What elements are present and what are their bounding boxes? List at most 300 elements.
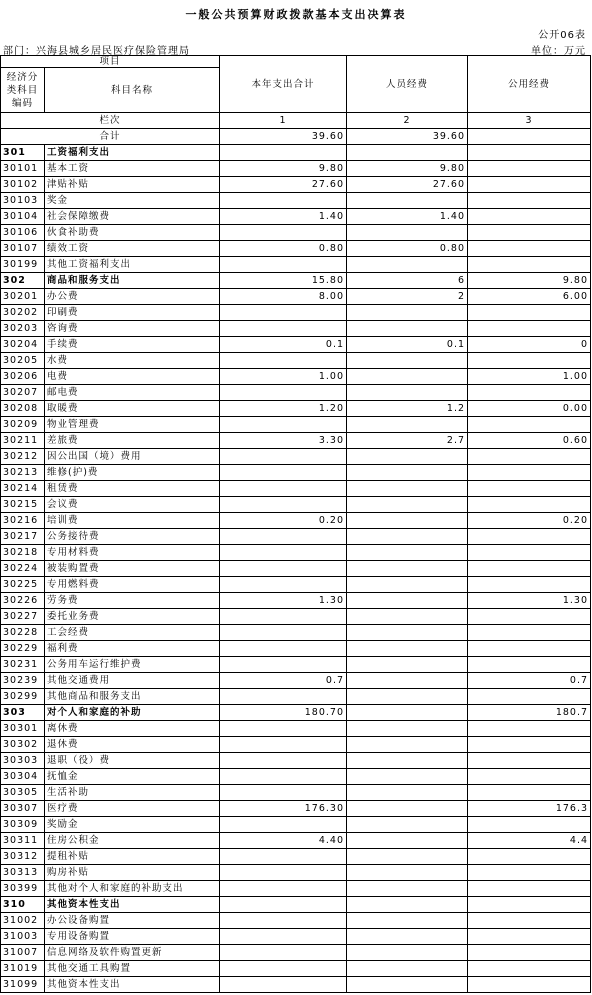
name-cell: 维修(护)费 bbox=[45, 465, 220, 481]
public-cell bbox=[468, 545, 591, 561]
public-cell: 0.00 bbox=[468, 401, 591, 417]
name-cell: 印刷费 bbox=[45, 305, 220, 321]
personnel-cell bbox=[347, 897, 468, 913]
total-cell bbox=[220, 561, 347, 577]
code-cell: 30399 bbox=[1, 881, 45, 897]
code-cell: 303 bbox=[1, 705, 45, 721]
public-cell bbox=[468, 417, 591, 433]
name-cell: 委托业务费 bbox=[45, 609, 220, 625]
name-cell: 抚恤金 bbox=[45, 769, 220, 785]
department-label: 部门：兴海县城乡居民医疗保险管理局 bbox=[3, 46, 190, 57]
personnel-cell bbox=[347, 945, 468, 961]
table-row bbox=[1, 657, 591, 673]
personnel-cell: 1.2 bbox=[347, 401, 468, 417]
total-cell bbox=[220, 929, 347, 945]
total-cell: 180.70 bbox=[220, 705, 347, 721]
code-cell: 30102 bbox=[1, 177, 45, 193]
name-header: 科目名称 bbox=[45, 68, 220, 113]
table-row bbox=[1, 737, 591, 753]
personnel-cell: 27.60 bbox=[347, 177, 468, 193]
public-cell bbox=[468, 257, 591, 273]
public-cell bbox=[468, 769, 591, 785]
name-cell: 取暖费 bbox=[45, 401, 220, 417]
personnel-cell bbox=[347, 785, 468, 801]
name-cell: 津贴补贴 bbox=[45, 177, 220, 193]
name-cell: 其他交通工具购置 bbox=[45, 961, 220, 977]
table-row bbox=[1, 865, 591, 881]
public-cell: 1.30 bbox=[468, 593, 591, 609]
public-header: 公用经费 bbox=[468, 56, 591, 113]
personnel-cell bbox=[347, 417, 468, 433]
public-cell: 1.00 bbox=[468, 369, 591, 385]
index-3: 3 bbox=[468, 113, 591, 129]
code-cell: 30208 bbox=[1, 401, 45, 417]
table-row bbox=[1, 465, 591, 481]
total-cell bbox=[220, 385, 347, 401]
code-cell: 30214 bbox=[1, 481, 45, 497]
code-cell: 30226 bbox=[1, 593, 45, 609]
total-cell: 8.00 bbox=[220, 289, 347, 305]
unit-label: 单位：万元 bbox=[531, 46, 586, 57]
public-cell bbox=[468, 305, 591, 321]
total-cell bbox=[220, 625, 347, 641]
name-cell: 退休费 bbox=[45, 737, 220, 753]
public-cell bbox=[468, 161, 591, 177]
table-row bbox=[1, 753, 591, 769]
table-row bbox=[1, 433, 591, 449]
public-cell bbox=[468, 641, 591, 657]
code-cell: 30101 bbox=[1, 161, 45, 177]
public-cell: 176.3 bbox=[468, 801, 591, 817]
code-cell: 30206 bbox=[1, 369, 45, 385]
name-cell: 劳务费 bbox=[45, 593, 220, 609]
total-cell bbox=[220, 897, 347, 913]
sum-label: 合计 bbox=[1, 129, 220, 145]
name-cell: 商品和服务支出 bbox=[45, 273, 220, 289]
total-cell bbox=[220, 577, 347, 593]
public-cell: 0.7 bbox=[468, 673, 591, 689]
personnel-cell: 0.1 bbox=[347, 337, 468, 353]
personnel-cell bbox=[347, 385, 468, 401]
name-cell: 物业管理费 bbox=[45, 417, 220, 433]
personnel-cell bbox=[347, 625, 468, 641]
public-cell: 0.60 bbox=[468, 433, 591, 449]
name-cell: 奖励金 bbox=[45, 817, 220, 833]
public-cell bbox=[468, 849, 591, 865]
name-cell: 其他商品和服务支出 bbox=[45, 689, 220, 705]
table-row bbox=[1, 497, 591, 513]
table-row bbox=[1, 833, 591, 849]
code-cell: 30205 bbox=[1, 353, 45, 369]
personnel-cell bbox=[347, 369, 468, 385]
public-cell bbox=[468, 785, 591, 801]
total-cell: 0.20 bbox=[220, 513, 347, 529]
personnel-cell bbox=[347, 657, 468, 673]
table-row bbox=[1, 897, 591, 913]
table-row bbox=[1, 817, 591, 833]
total-cell bbox=[220, 641, 347, 657]
table-row bbox=[1, 257, 591, 273]
name-cell: 培训费 bbox=[45, 513, 220, 529]
personnel-cell bbox=[347, 705, 468, 721]
total-cell: 0.7 bbox=[220, 673, 347, 689]
table-row bbox=[1, 545, 591, 561]
personnel-cell bbox=[347, 961, 468, 977]
code-cell: 30104 bbox=[1, 209, 45, 225]
table-row bbox=[1, 961, 591, 977]
total-cell bbox=[220, 913, 347, 929]
public-cell bbox=[468, 817, 591, 833]
total-cell bbox=[220, 881, 347, 897]
name-cell: 公务用车运行维护费 bbox=[45, 657, 220, 673]
name-cell: 咨询费 bbox=[45, 321, 220, 337]
name-cell: 其他对个人和家庭的补助支出 bbox=[45, 881, 220, 897]
table-row bbox=[1, 689, 591, 705]
code-cell: 30211 bbox=[1, 433, 45, 449]
table-row bbox=[1, 289, 591, 305]
personnel-cell bbox=[347, 593, 468, 609]
table-row bbox=[1, 673, 591, 689]
table-row bbox=[1, 321, 591, 337]
table-row bbox=[1, 609, 591, 625]
code-cell: 30228 bbox=[1, 625, 45, 641]
name-cell: 办公费 bbox=[45, 289, 220, 305]
code-cell: 30229 bbox=[1, 641, 45, 657]
name-cell: 公务接待费 bbox=[45, 529, 220, 545]
total-cell: 1.40 bbox=[220, 209, 347, 225]
total-cell: 1.30 bbox=[220, 593, 347, 609]
code-cell: 30209 bbox=[1, 417, 45, 433]
name-cell: 专用燃料费 bbox=[45, 577, 220, 593]
code-cell: 30213 bbox=[1, 465, 45, 481]
code-cell: 30215 bbox=[1, 497, 45, 513]
code-cell: 30207 bbox=[1, 385, 45, 401]
table-row bbox=[1, 801, 591, 817]
name-cell: 工资福利支出 bbox=[45, 145, 220, 161]
personnel-cell: 0.80 bbox=[347, 241, 468, 257]
total-cell bbox=[220, 689, 347, 705]
table-row bbox=[1, 417, 591, 433]
total-cell bbox=[220, 353, 347, 369]
code-cell: 30224 bbox=[1, 561, 45, 577]
name-cell: 社会保障缴费 bbox=[45, 209, 220, 225]
public-cell bbox=[468, 657, 591, 673]
public-cell bbox=[468, 865, 591, 881]
public-cell: 9.80 bbox=[468, 273, 591, 289]
code-header: 经济分类科目编码 bbox=[1, 68, 45, 113]
table-row bbox=[1, 305, 591, 321]
report-title: 一般公共预算财政拨款基本支出决算表 bbox=[185, 8, 407, 21]
name-cell: 信息网络及软件购置更新 bbox=[45, 945, 220, 961]
personnel-cell bbox=[347, 145, 468, 161]
public-cell bbox=[468, 689, 591, 705]
index-1: 1 bbox=[220, 113, 347, 129]
personnel-cell bbox=[347, 641, 468, 657]
public-cell bbox=[468, 561, 591, 577]
personnel-cell bbox=[347, 465, 468, 481]
total-cell: 0.80 bbox=[220, 241, 347, 257]
total-cell bbox=[220, 497, 347, 513]
code-cell: 30301 bbox=[1, 721, 45, 737]
personnel-cell: 6 bbox=[347, 273, 468, 289]
code-cell: 30106 bbox=[1, 225, 45, 241]
name-cell: 工会经费 bbox=[45, 625, 220, 641]
personnel-cell bbox=[347, 913, 468, 929]
table-row bbox=[1, 849, 591, 865]
total-cell bbox=[220, 417, 347, 433]
personnel-cell bbox=[347, 225, 468, 241]
expenditure-table bbox=[0, 55, 591, 993]
personnel-cell bbox=[347, 753, 468, 769]
index-2: 2 bbox=[347, 113, 468, 129]
public-cell bbox=[468, 145, 591, 161]
code-cell: 30313 bbox=[1, 865, 45, 881]
table-row bbox=[1, 881, 591, 897]
total-cell: 176.30 bbox=[220, 801, 347, 817]
code-cell: 31003 bbox=[1, 929, 45, 945]
table-row bbox=[1, 913, 591, 929]
personnel-cell bbox=[347, 817, 468, 833]
public-cell bbox=[468, 609, 591, 625]
personnel-cell bbox=[347, 561, 468, 577]
name-cell: 购房补贴 bbox=[45, 865, 220, 881]
form-number: 公开06表 bbox=[538, 30, 586, 41]
name-cell: 差旅费 bbox=[45, 433, 220, 449]
public-cell bbox=[468, 529, 591, 545]
table-row bbox=[1, 561, 591, 577]
total-cell bbox=[220, 737, 347, 753]
table-row bbox=[1, 177, 591, 193]
personnel-cell bbox=[347, 577, 468, 593]
personnel-cell: 2 bbox=[347, 289, 468, 305]
table-row bbox=[1, 769, 591, 785]
table-row bbox=[1, 945, 591, 961]
table-row bbox=[1, 577, 591, 593]
code-cell: 30103 bbox=[1, 193, 45, 209]
public-cell bbox=[468, 481, 591, 497]
table-row bbox=[1, 929, 591, 945]
total-cell bbox=[220, 321, 347, 337]
public-cell bbox=[468, 721, 591, 737]
table-row bbox=[1, 449, 591, 465]
personnel-cell bbox=[347, 721, 468, 737]
code-cell: 30212 bbox=[1, 449, 45, 465]
name-cell: 电费 bbox=[45, 369, 220, 385]
name-cell: 离休费 bbox=[45, 721, 220, 737]
personnel-cell bbox=[347, 513, 468, 529]
table-row bbox=[1, 209, 591, 225]
public-cell bbox=[468, 945, 591, 961]
public-cell bbox=[468, 177, 591, 193]
code-cell: 31007 bbox=[1, 945, 45, 961]
name-cell: 退职（役）费 bbox=[45, 753, 220, 769]
code-cell: 301 bbox=[1, 145, 45, 161]
personnel-cell bbox=[347, 849, 468, 865]
total-cell bbox=[220, 529, 347, 545]
personnel-cell bbox=[347, 673, 468, 689]
personnel-cell bbox=[347, 881, 468, 897]
code-cell: 31019 bbox=[1, 961, 45, 977]
public-cell bbox=[468, 497, 591, 513]
code-cell: 30303 bbox=[1, 753, 45, 769]
table-row bbox=[1, 705, 591, 721]
total-cell bbox=[220, 721, 347, 737]
public-cell bbox=[468, 961, 591, 977]
total-cell bbox=[220, 145, 347, 161]
code-cell: 30202 bbox=[1, 305, 45, 321]
personnel-cell bbox=[347, 529, 468, 545]
project-header: 项目 bbox=[1, 56, 220, 68]
personnel-cell bbox=[347, 801, 468, 817]
total-cell bbox=[220, 449, 347, 465]
name-cell: 会议费 bbox=[45, 497, 220, 513]
public-cell bbox=[468, 209, 591, 225]
personnel-cell bbox=[347, 609, 468, 625]
personnel-cell bbox=[347, 305, 468, 321]
total-cell bbox=[220, 657, 347, 673]
name-cell: 专用材料费 bbox=[45, 545, 220, 561]
public-cell bbox=[468, 449, 591, 465]
code-cell: 310 bbox=[1, 897, 45, 913]
sum-total: 39.60 bbox=[220, 129, 347, 145]
public-cell: 0.20 bbox=[468, 513, 591, 529]
total-cell bbox=[220, 849, 347, 865]
personnel-cell bbox=[347, 769, 468, 785]
total-cell: 15.80 bbox=[220, 273, 347, 289]
table-row bbox=[1, 193, 591, 209]
table-row bbox=[1, 721, 591, 737]
personnel-cell: 2.7 bbox=[347, 433, 468, 449]
name-cell: 其他工资福利支出 bbox=[45, 257, 220, 273]
total-header: 本年支出合计 bbox=[220, 56, 347, 113]
name-cell: 奖金 bbox=[45, 193, 220, 209]
personnel-cell bbox=[347, 737, 468, 753]
name-cell: 办公设备购置 bbox=[45, 913, 220, 929]
personnel-cell bbox=[347, 481, 468, 497]
personnel-cell: 1.40 bbox=[347, 209, 468, 225]
total-cell bbox=[220, 465, 347, 481]
total-cell: 4.40 bbox=[220, 833, 347, 849]
total-cell bbox=[220, 305, 347, 321]
sum-personnel: 39.60 bbox=[347, 129, 468, 145]
sum-public bbox=[468, 129, 591, 145]
code-cell: 30216 bbox=[1, 513, 45, 529]
code-cell: 30307 bbox=[1, 801, 45, 817]
total-cell bbox=[220, 769, 347, 785]
table-row bbox=[1, 785, 591, 801]
personnel-cell bbox=[347, 689, 468, 705]
table-row bbox=[1, 481, 591, 497]
total-cell bbox=[220, 977, 347, 993]
public-cell bbox=[468, 577, 591, 593]
total-cell bbox=[220, 193, 347, 209]
total-cell bbox=[220, 817, 347, 833]
total-cell: 3.30 bbox=[220, 433, 347, 449]
table-row bbox=[1, 529, 591, 545]
code-cell: 30218 bbox=[1, 545, 45, 561]
personnel-cell bbox=[347, 865, 468, 881]
name-cell: 医疗费 bbox=[45, 801, 220, 817]
public-cell bbox=[468, 929, 591, 945]
public-cell bbox=[468, 225, 591, 241]
personnel-cell bbox=[347, 193, 468, 209]
table-row bbox=[1, 625, 591, 641]
public-cell bbox=[468, 753, 591, 769]
name-cell: 租赁费 bbox=[45, 481, 220, 497]
total-cell: 1.00 bbox=[220, 369, 347, 385]
code-cell: 30302 bbox=[1, 737, 45, 753]
name-cell: 邮电费 bbox=[45, 385, 220, 401]
code-cell: 30231 bbox=[1, 657, 45, 673]
table-row bbox=[1, 593, 591, 609]
name-cell: 被装购置费 bbox=[45, 561, 220, 577]
personnel-cell bbox=[347, 833, 468, 849]
public-cell bbox=[468, 193, 591, 209]
public-cell: 0 bbox=[468, 337, 591, 353]
total-cell bbox=[220, 865, 347, 881]
index-label: 栏次 bbox=[1, 113, 220, 129]
table-row bbox=[1, 337, 591, 353]
table-row bbox=[1, 641, 591, 657]
public-cell bbox=[468, 913, 591, 929]
public-cell: 6.00 bbox=[468, 289, 591, 305]
name-cell: 其他交通费用 bbox=[45, 673, 220, 689]
code-cell: 30312 bbox=[1, 849, 45, 865]
name-cell: 住房公积金 bbox=[45, 833, 220, 849]
code-cell: 30227 bbox=[1, 609, 45, 625]
total-cell bbox=[220, 257, 347, 273]
public-cell: 180.7 bbox=[468, 705, 591, 721]
public-cell bbox=[468, 881, 591, 897]
total-cell bbox=[220, 225, 347, 241]
personnel-cell bbox=[347, 497, 468, 513]
total-cell bbox=[220, 785, 347, 801]
name-cell: 其他资本性支出 bbox=[45, 897, 220, 913]
public-cell bbox=[468, 241, 591, 257]
name-cell: 因公出国（境）费用 bbox=[45, 449, 220, 465]
total-cell: 0.1 bbox=[220, 337, 347, 353]
personnel-cell bbox=[347, 977, 468, 993]
table-row bbox=[1, 161, 591, 177]
public-cell bbox=[468, 385, 591, 401]
personnel-cell bbox=[347, 321, 468, 337]
total-cell: 9.80 bbox=[220, 161, 347, 177]
code-cell: 31099 bbox=[1, 977, 45, 993]
public-cell bbox=[468, 625, 591, 641]
name-cell: 专用设备购置 bbox=[45, 929, 220, 945]
public-cell bbox=[468, 465, 591, 481]
code-cell: 302 bbox=[1, 273, 45, 289]
public-cell bbox=[468, 977, 591, 993]
code-cell: 30107 bbox=[1, 241, 45, 257]
name-cell: 福利费 bbox=[45, 641, 220, 657]
table-row bbox=[1, 385, 591, 401]
name-cell: 对个人和家庭的补助 bbox=[45, 705, 220, 721]
public-cell bbox=[468, 897, 591, 913]
name-cell: 基本工资 bbox=[45, 161, 220, 177]
personnel-cell bbox=[347, 449, 468, 465]
public-cell bbox=[468, 353, 591, 369]
name-cell: 伙食补助费 bbox=[45, 225, 220, 241]
table-row bbox=[1, 241, 591, 257]
table-row bbox=[1, 225, 591, 241]
table-row bbox=[1, 513, 591, 529]
code-cell: 30201 bbox=[1, 289, 45, 305]
public-cell: 4.4 bbox=[468, 833, 591, 849]
public-cell bbox=[468, 737, 591, 753]
code-cell: 30299 bbox=[1, 689, 45, 705]
public-cell bbox=[468, 321, 591, 337]
